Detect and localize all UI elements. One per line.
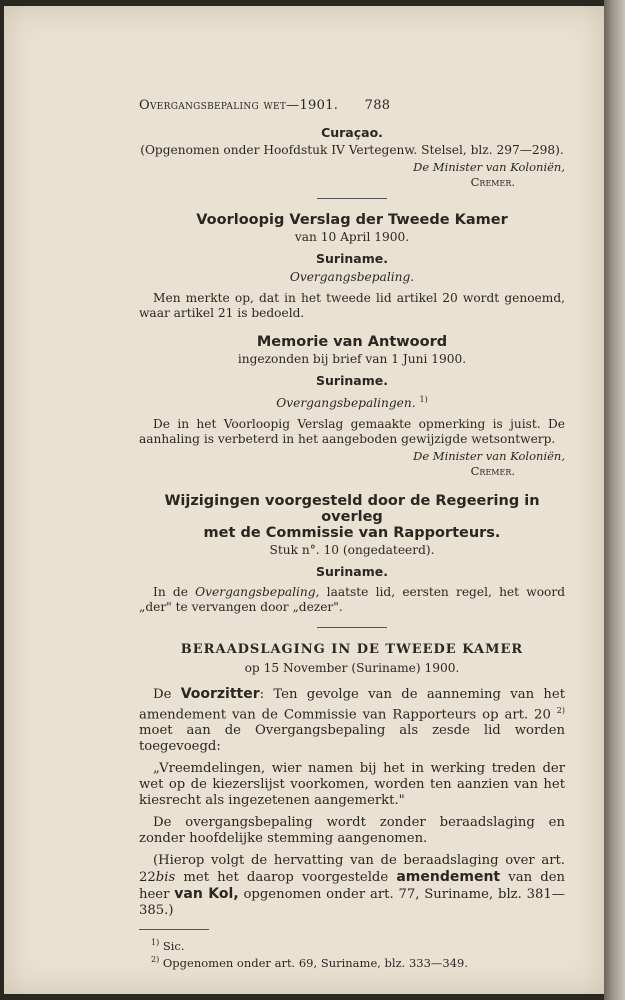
footnotes-divider (139, 929, 209, 930)
beraadslaging-heading: BERAADSLAGING IN DE TWEEDE KAMER (180, 642, 524, 658)
beraadslaging-date: op 15 November (Suriname) 1900. (244, 661, 460, 676)
footnote-text: Opgenomen onder art. 69, Suriname, blz. 333—349. (162, 956, 469, 971)
book-page (4, 6, 604, 994)
wijzigingen-stuk: Stuk n°. 10 (ongedateerd). (269, 543, 435, 558)
memorie-sub: Suriname. (316, 373, 388, 388)
wijzigingen-heading (139, 493, 565, 541)
wijzigingen-sub: Suriname. (316, 564, 388, 580)
memorie-text: De in het Voorloopig Verslag gemaakte opmerking is juist. De aanhaling is verbeterd in het aangeboden gewijzigde wetsontwerp. (139, 417, 565, 447)
p4-bis: bis (155, 870, 176, 886)
p4-pre: (Hierop volgt de hervatting van de beraadslaging over art. 22 (139, 853, 565, 886)
p4-post: opgenomen onder art. 77, Suriname, blz. 381—385.) (139, 887, 565, 919)
footnote (151, 936, 565, 953)
footnotes (139, 936, 565, 970)
p4-van-kol: van Kol, (174, 886, 239, 903)
beraadslaging-p2: „Vreemdelingen, wier namen bij het in werking treden der wet op de kiezerslijst voorkomen, worden ten aanzien van het kiesrecht als ingezetenen aangemerkt." (139, 761, 565, 809)
verslag-heading: Voorloopig Verslag der Tweede Kamer (196, 212, 508, 228)
memorie-signature-role: De Minister van Koloniën, (413, 449, 565, 464)
verslag-date: van 10 April 1900. (294, 230, 410, 244)
p4-mid: met het daarop voorgestelde (175, 870, 389, 886)
verslag-topic: Overgangsbepaling. (289, 270, 415, 284)
p4-mid2: van den heer (139, 870, 565, 903)
beraadslaging-p3: De overgangsbepaling wordt zonder beraadslaging en zonder hoofdelijke stemming aangenomen. (139, 815, 565, 847)
wijzigingen-text (139, 585, 565, 615)
p1-speaker: Voorzitter (180, 686, 260, 703)
beraadslaging-p1 (139, 686, 565, 755)
footnote-ref-2: 2) (556, 706, 565, 716)
memorie-signature-name: Cremer. (470, 464, 515, 479)
p1-pre: De (153, 687, 172, 703)
memorie-topic-line (139, 392, 565, 411)
page-number: 788 (364, 98, 391, 113)
verslag-sub: Suriname. (316, 251, 388, 266)
curacao-source: (Opgenomen onder Hoofdstuk IV Vertegenw. Stelsel, blz. 297—298). (140, 143, 564, 157)
wijzigingen-heading-line2: met de Commissie van Rapporteurs. (203, 525, 501, 542)
memorie-heading: Memorie van Antwoord (256, 334, 448, 350)
memorie-date: ingezonden bij brief van 1 Juni 1900. (237, 352, 467, 366)
footnote (151, 953, 565, 970)
page-content (139, 98, 565, 970)
footnote-ref-1: 1) (419, 395, 428, 404)
memorie-topic: Overgangsbepalingen. (276, 396, 416, 411)
footnote-mark: 2) (151, 955, 160, 965)
footnote-text: Sic. (162, 939, 185, 954)
p1-text: : Ten gevolge van de aanneming van het amendement van de Commissie van Rapporteurs op art. 20 (139, 687, 565, 723)
wijzigingen-heading-line1: Wijzigingen voorgesteld door de Regeering in overleg (164, 493, 540, 526)
wijzigingen-text-ital: Overgangsbepaling (195, 585, 316, 600)
p1-post: moet aan de Overgangsbepaling als zesde lid worden toegevoegd: (139, 723, 565, 755)
running-header (139, 98, 565, 113)
curacao-heading: Curaçao. (321, 125, 383, 140)
curacao-signature-name: Cremer. (470, 175, 515, 189)
header-title: Overgangsbepaling wet—1901. (139, 98, 339, 113)
beraadslaging-p4 (139, 853, 565, 919)
p4-amendement: amendement (396, 869, 501, 886)
wijzigingen-text-post: , laatste lid, eersten regel, het woord „der" te vervangen door „dezer". (139, 585, 565, 615)
footnote-mark: 1) (151, 938, 160, 948)
section-divider (317, 198, 387, 199)
curacao-signature-role: De Minister van Koloniën, (413, 160, 565, 174)
section-divider (317, 627, 387, 628)
book-edge (604, 0, 625, 1000)
wijzigingen-text-pre: In de (153, 585, 188, 600)
verslag-text: Men merkte op, dat in het tweede lid artikel 20 wordt genoemd, waar artikel 21 is bedoeld. (139, 291, 565, 320)
